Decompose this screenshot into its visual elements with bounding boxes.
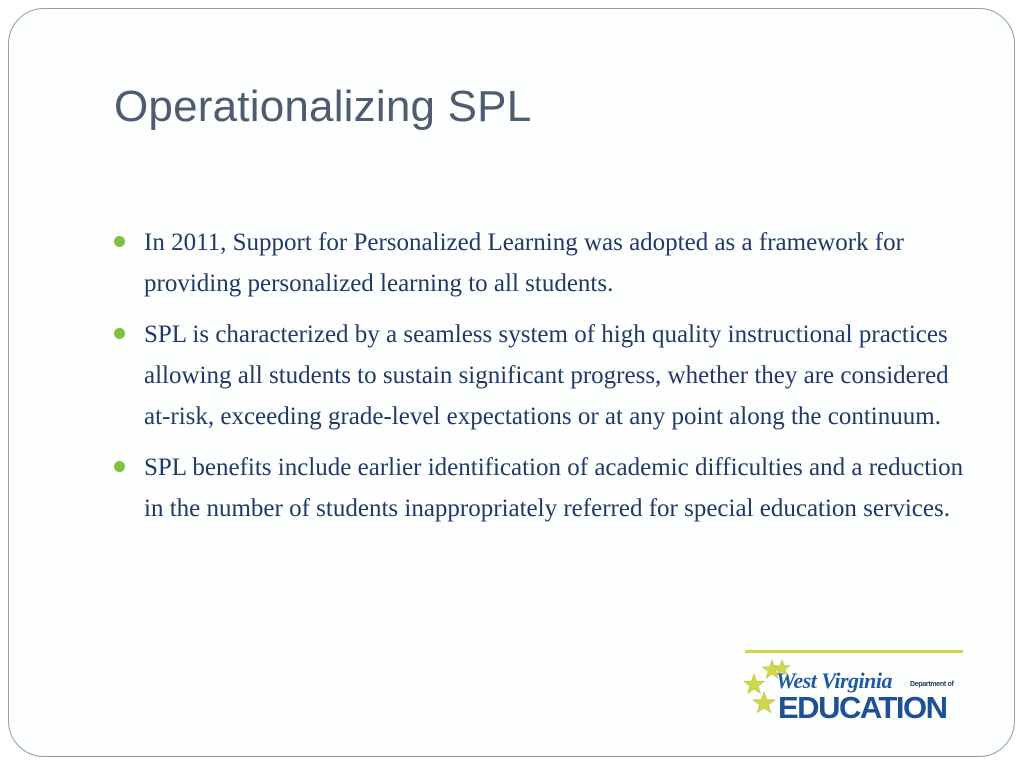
logo-state-name: West Virginia <box>776 668 892 693</box>
bullet-list <box>114 222 974 539</box>
star-icon <box>753 692 775 713</box>
bullet-text: SPL is characterized by a seamless system of high quality instructional practices allowing all students to sustain significant progress, whether they are considered at-risk, exceeding grade-level expectations or at any point along the continuum. <box>144 321 949 430</box>
logo-department: Department of <box>910 681 954 688</box>
bullet-dot-icon <box>114 461 125 472</box>
bullet-item <box>114 447 974 529</box>
bullet-dot-icon <box>114 328 125 339</box>
bullet-dot-icon <box>114 236 125 247</box>
logo-rule <box>745 650 963 653</box>
bullet-text: In 2011, Support for Personalized Learning was adopted as a framework for providing personalized learning to all students. <box>144 229 904 297</box>
star-icon <box>744 674 764 693</box>
bullet-item <box>114 314 974 437</box>
bullet-text: SPL benefits include earlier identification of academic difficulties and a reduction in the number of students inappropriately referred for special education services. <box>144 454 964 522</box>
wv-education-logo <box>742 648 964 730</box>
slide-title: Operationalizing SPL <box>114 82 532 131</box>
bullet-item <box>114 222 974 304</box>
logo-education: EDUCATION <box>778 690 947 725</box>
